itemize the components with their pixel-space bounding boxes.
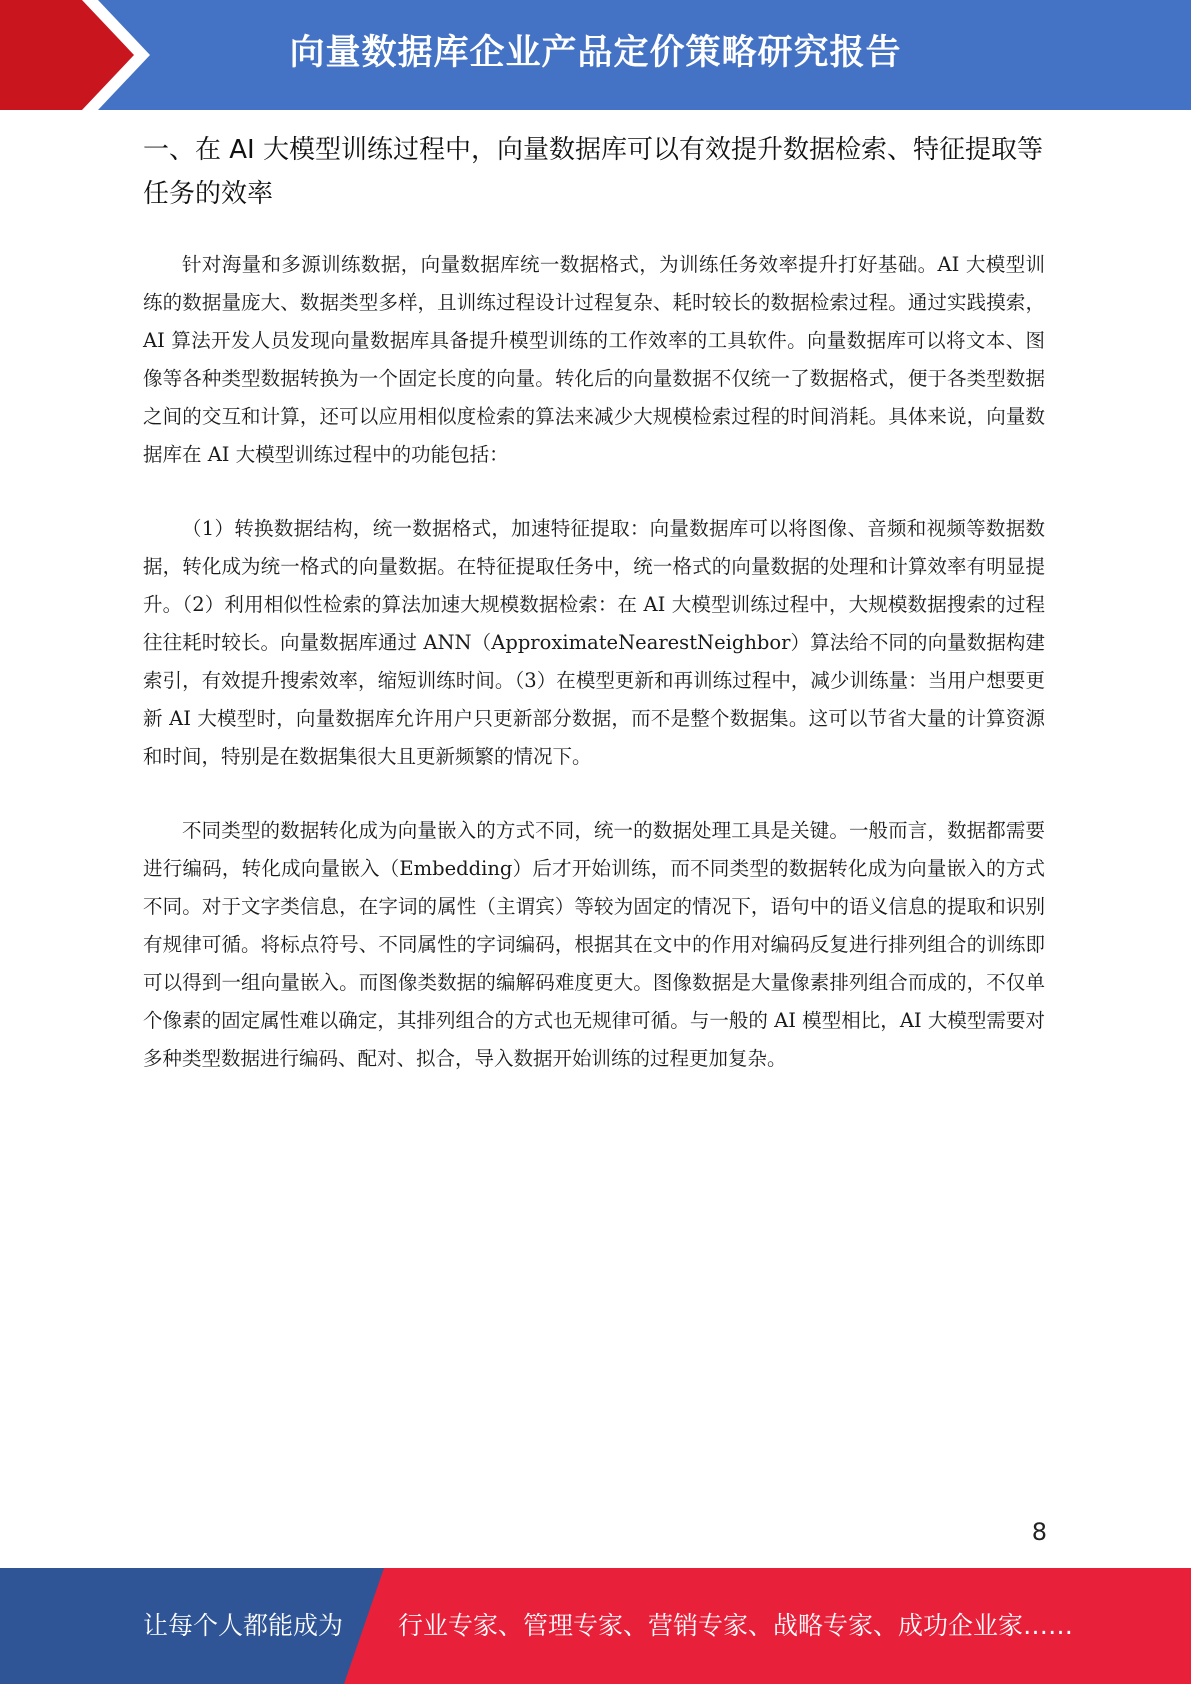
paragraph-1: 针对海量和多源训练数据，向量数据库统一数据格式，为训练任务效率提升打好基础。AI 大模型训练的数据量庞大、数据类型多样，且训练过程设计过程复杂、耗时较长的数据检索过程。通过实践摸索，AI 算法开发人员发现向量数据库具备提升模型训练的工作效率的工具软件。向量数据库可以将文本、图像等各种类型数据转换为一个固定长度的向量。转化后的向量数据不仅统一了数据格式，便于各类型数据之间的交互和计算，还可以应用相似度检索的算法来减少大规模检索过程的时间消耗。具体来说，向量数据库在 AI 大模型训练过程中的功能包括： bbox=[143, 253, 1045, 466]
section-heading: 一、在 AI 大模型训练过程中，向量数据库可以有效提升数据检索、特征提取等任务的效率 bbox=[143, 135, 1043, 209]
page-footer bbox=[0, 1568, 1191, 1684]
footer-slogan-left: 让每个人都能成为 bbox=[143, 1611, 344, 1640]
paragraph-3: 不同类型的数据转化成为向量嵌入的方式不同，统一的数据处理工具是关键。一般而言，数据都需要进行编码，转化成向量嵌入（Embedding）后才开始训练，而不同类型的数据转化成为向量嵌入的方式不同。对于文字类信息，在字词的属性（主谓宾）等较为固定的情况下，语句中的语义信息的提取和识别有规律可循。将标点符号、不同属性的字词编码，根据其在文中的作用对编码反复进行排列组合的训练即可以得到一组向量嵌入。而图像类数据的编解码难度更大。图像数据是大量像素排列组合而成的，不仅单个像素的固定属性难以确定，其排列组合的方式也无规律可循。与一般的 AI 模型相比，AI 大模型需要对多种类型数据进行编码、配对、拟合，导入数据开始训练的过程更加复杂。 bbox=[143, 819, 1045, 1070]
footer-slogan-right: 行业专家、管理专家、营销专家、战略专家、成功企业家…… bbox=[398, 1611, 1074, 1640]
report-title: 向量数据库企业产品定价策略研究报告 bbox=[289, 33, 902, 73]
page-number: 8 bbox=[1031, 1518, 1047, 1546]
page-header bbox=[0, 0, 1191, 110]
page-content bbox=[143, 128, 1045, 1114]
paragraph-2: （1）转换数据结构，统一数据格式，加速特征提取：向量数据库可以将图像、音频和视频等数据数据，转化成为统一格式的向量数据。在特征提取任务中，统一格式的向量数据的处理和计算效率有明显提升。（2）利用相似性检索的算法加速大规模数据检索：在 AI 大模型训练过程中，大规模数据搜索的过程往往耗时较长。向量数据库通过 ANN（ApproximateNearestNeighbor）算法给不同的向量数据构建索引，有效提升搜索效率，缩短训练时间。（3）在模型更新和再训练过程中，减少训练量：当用户想要更新 AI 大模型时，向量数据库允许用户只更新部分数据，而不是整个数据集。这可以节省大量的计算资源和时间，特别是在数据集很大且更新频繁的情况下。 bbox=[143, 517, 1045, 768]
